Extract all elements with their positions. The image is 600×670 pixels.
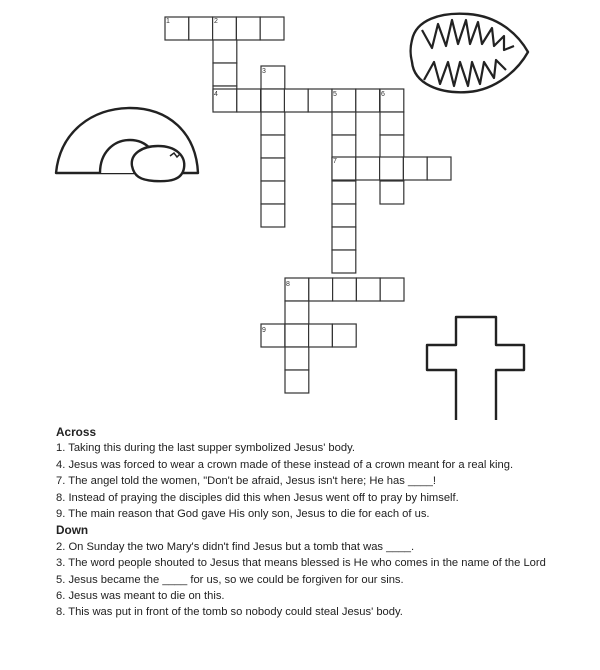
grid-cell[interactable]	[427, 157, 451, 180]
down-clue-6: 6. Jesus was meant to die on this.	[56, 590, 225, 603]
grid-number-5: 5	[333, 91, 337, 98]
grid-cell[interactable]	[189, 17, 213, 40]
grid-cell[interactable]	[356, 157, 380, 180]
crown-of-thorns-icon	[411, 14, 529, 93]
grid-cell[interactable]	[380, 157, 404, 180]
grid-cell[interactable]	[285, 370, 309, 393]
grid-number-3: 3	[262, 68, 266, 75]
grid-cell[interactable]	[261, 112, 285, 135]
down-clue-2: 2. On Sunday the two Mary's didn't find Jesus but a tomb that was ____.	[56, 540, 415, 553]
tomb-icon	[56, 108, 198, 181]
grid-cell[interactable]	[332, 135, 356, 158]
grid-cell[interactable]	[261, 158, 285, 181]
grid-number-9: 9	[262, 327, 266, 334]
grid-number-1: 1	[166, 18, 170, 25]
grid-cell[interactable]	[380, 112, 404, 135]
across-clue-7: 7. The angel told the women, "Don't be afraid, Jesus isn't here; He has ____!	[56, 475, 436, 488]
grid-number-8: 8	[286, 281, 290, 288]
grid-cell[interactable]	[308, 89, 332, 112]
grid-cell[interactable]	[332, 112, 356, 135]
grid-cell[interactable]	[332, 227, 356, 250]
across-clue-1: 1. Taking this during the last supper symbolized Jesus' body.	[56, 442, 355, 455]
grid-cell[interactable]	[213, 63, 237, 86]
grid-cell[interactable]	[332, 181, 356, 204]
grid-number-2: 2	[214, 18, 218, 25]
grid-cell[interactable]	[309, 278, 333, 301]
grid-cell[interactable]	[285, 301, 309, 324]
down-clue-8: 8. This was put in front of the tomb so nobody could steal Jesus' body.	[56, 606, 403, 619]
down-clue-3: 3. The word people shouted to Jesus that means blessed is He who comes in the name of the Lord	[56, 557, 546, 570]
across-heading: Across	[56, 425, 96, 439]
down-clue-5: 5. Jesus became the ____ for us, so we could be forgiven for our sins.	[56, 573, 404, 586]
grid-cell[interactable]	[309, 324, 333, 347]
across-clue-9: 9. The main reason that God gave His only son, Jesus to die for each of us.	[56, 508, 430, 521]
grid-cell[interactable]	[260, 17, 284, 40]
grid-cell[interactable]	[236, 17, 260, 40]
down-heading: Down	[56, 523, 89, 538]
grid-cell[interactable]	[261, 89, 285, 112]
grid-number-4: 4	[214, 91, 218, 98]
grid-cell[interactable]	[261, 135, 285, 158]
grid-cell[interactable]	[285, 324, 309, 347]
grid-cell[interactable]	[403, 157, 427, 180]
across-clue-4: 4. Jesus was forced to wear a crown made of these instead of a crown meant for a real king.	[56, 458, 514, 471]
grid-cell[interactable]	[261, 181, 285, 204]
grid-cell[interactable]	[333, 278, 357, 301]
grid-cell[interactable]	[332, 204, 356, 227]
grid-cell[interactable]	[213, 40, 237, 63]
grid-cell[interactable]	[356, 89, 380, 112]
grid-number-6: 6	[381, 91, 385, 98]
grid-cell[interactable]	[356, 278, 380, 301]
grid-cell[interactable]	[284, 89, 308, 112]
grid-cell[interactable]	[332, 324, 356, 347]
grid-cell[interactable]	[285, 347, 309, 370]
clue-list	[56, 424, 596, 621]
grid-cell[interactable]	[261, 204, 285, 227]
grid-cell[interactable]	[380, 135, 404, 158]
grid-cells	[165, 17, 451, 393]
grid-cell[interactable]	[237, 89, 261, 112]
across-clue-8: 8. Instead of praying the disciples did this when Jesus went off to pray by himself.	[56, 491, 459, 504]
cross-icon	[427, 317, 524, 420]
grid-number-7: 7	[333, 158, 337, 165]
grid-cell[interactable]	[380, 278, 404, 301]
grid-cell[interactable]	[332, 250, 356, 273]
grid-cell[interactable]	[380, 181, 404, 204]
